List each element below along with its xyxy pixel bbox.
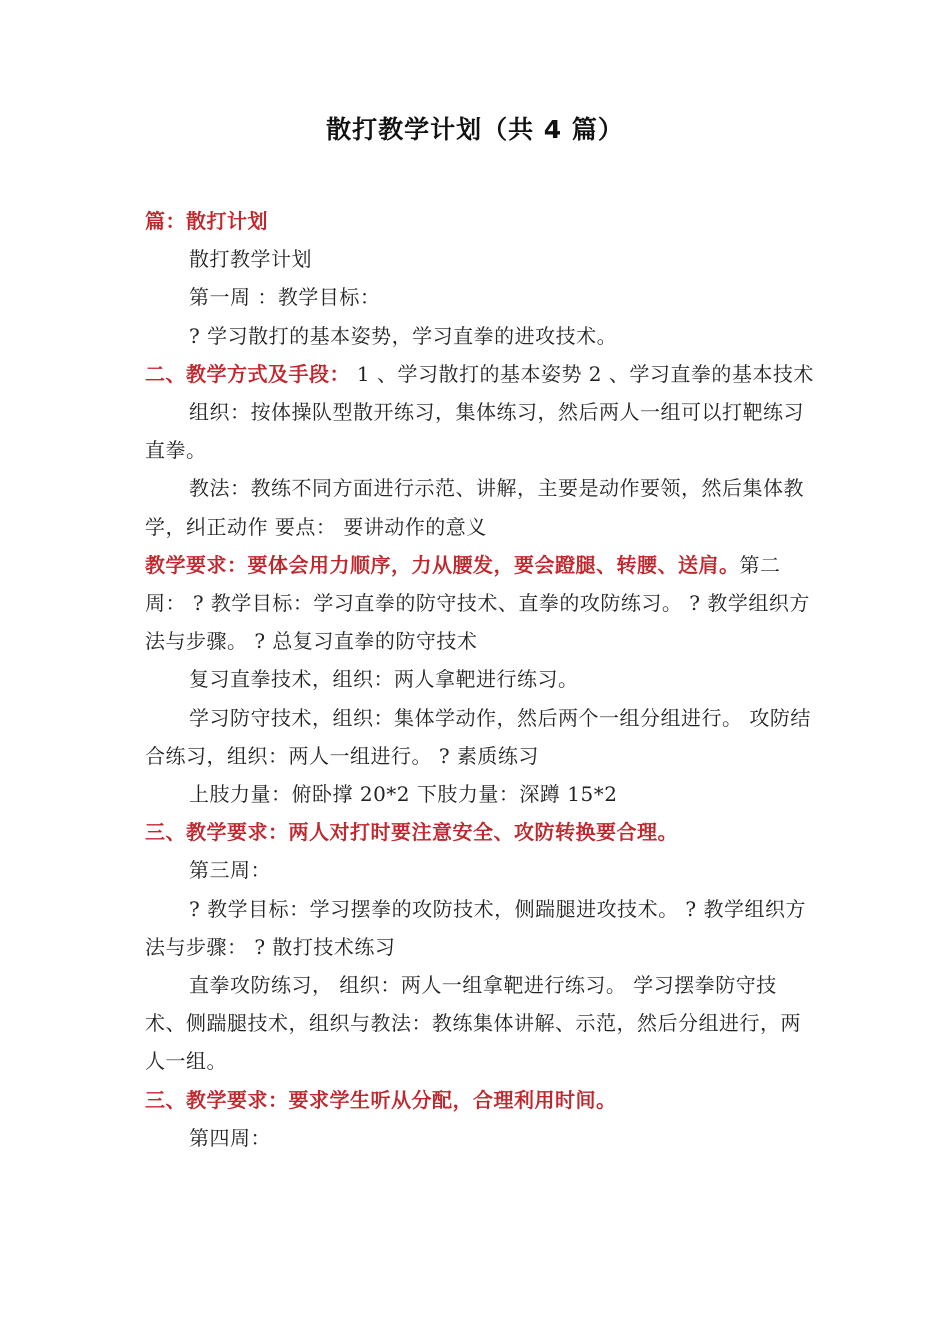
paragraph: 学习防守技术，组织：集体学动作，然后两个一组分组进行。 攻防结合练习，组织：两人一组进行。 ? 素质练习 <box>145 705 811 768</box>
document-title: 散打教学计划（共 4 篇） <box>326 115 624 144</box>
paragraph-text: 1 、学习散打的基本姿势 2 、学习直拳的基本技术 <box>350 361 814 386</box>
paragraph: ? 教学目标：学习摆拳的攻防技术，侧踹腿进攻技术。 ? 教学组织方法与步骤： ? 散打技术练习 <box>145 896 807 959</box>
paragraph: ? 学习散打的基本姿势，学习直拳的进攻技术。 <box>189 323 618 348</box>
paragraph: 教法：教练不同方面进行示范、讲解，主要是动作要领，然后集体教学，纠正动作 要点： 要讲动作的意义 <box>145 476 804 539</box>
paragraph: 上肢力量：俯卧撑 20*2 下肢力量：深蹲 15*2 <box>189 782 618 807</box>
paragraph-mixed <box>145 355 817 393</box>
paragraph: 散打教学计划 <box>189 247 312 272</box>
paragraph: 第一周 ：教学目标： <box>189 285 381 310</box>
paragraph: 直拳攻防练习， 组织：两人一组拿靶进行练习。 学习摆拳防守技术、侧踹腿技术，组织与教法：教练集体讲解、示范，然后分组进行，两人一组。 <box>145 973 801 1074</box>
document-body <box>145 202 817 1157</box>
section-heading: 三、教学要求：两人对打时要注意安全、攻防转换要合理。 <box>145 820 678 845</box>
paragraph: 复习直拳技术，组织：两人拿靶进行练习。 <box>189 667 579 692</box>
paragraph-text: 第二周： ? 教学目标：学习直拳的防守技术、直拳的攻防练习。 ? 教学组织方法与步骤。 ? 总复习直拳的防守技术 <box>145 552 810 654</box>
paragraph: 第四周： <box>189 1125 271 1150</box>
section-heading: 三、教学要求：要求学生听从分配，合理利用时间。 <box>145 1087 617 1112</box>
section-heading: 教学要求：要体会用力顺序，力从腰发，要会蹬腿、转腰、送肩。 <box>145 552 740 577</box>
section-heading: 篇：散打计划 <box>145 209 268 233</box>
paragraph-mixed <box>145 546 817 661</box>
section-heading: 二、教学方式及手段： <box>145 361 350 386</box>
paragraph: 第三周： <box>189 858 271 883</box>
paragraph: 组织：按体操队型散开练习，集体练习，然后两人一组可以打靶练习直拳。 <box>145 400 804 463</box>
